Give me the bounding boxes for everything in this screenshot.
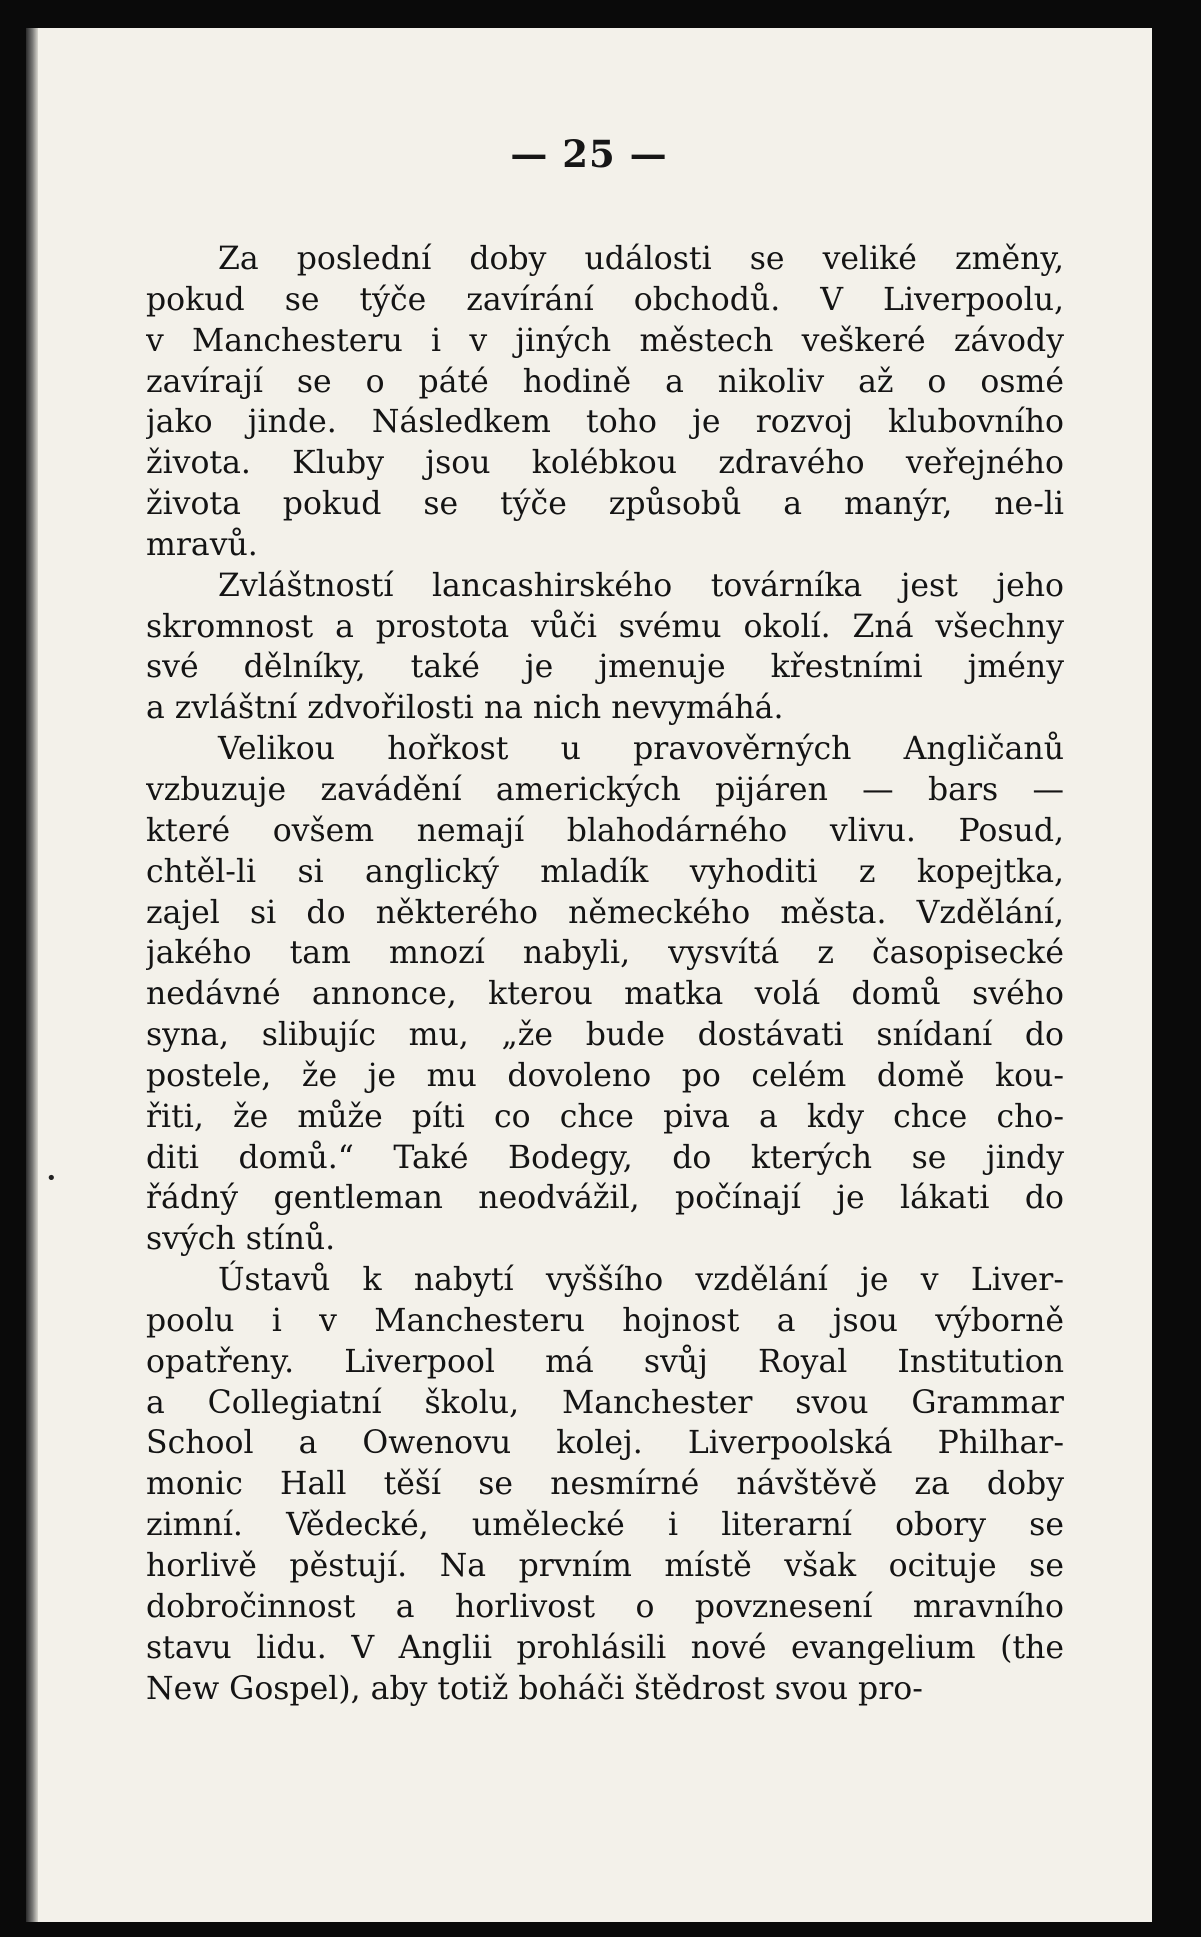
text-line: opatřeny. Liverpool má svůj Royal Institution (146, 1343, 1064, 1380)
text-line: zimní. Vědecké, umělecké i literarní obory se (146, 1507, 1064, 1544)
text-line: nedávné annonce, kterou matka volá domů svého (146, 976, 1064, 1013)
text-line: stavu lidu. V Anglii prohlásili nové evangelium (the (146, 1629, 1064, 1666)
text-line: svých stínů. (146, 1221, 336, 1258)
text-line: zajel si do některého německého města. Vzdělání, (146, 894, 1064, 931)
text-line: řiti, že může píti co chce piva a kdy chce cho- (146, 1098, 1064, 1135)
text-line: New Gospel), aby totiž boháči štědrost svou pro- (146, 1670, 923, 1707)
text-line: pokud se týče zavírání obchodů. V Liverpoolu, (146, 281, 1064, 318)
text-line: v Manchesteru i v jiných městech veškeré závody (146, 322, 1064, 359)
text-line: své dělníky, také je jmenuje křestními jmény (146, 649, 1064, 686)
text-line: syna, slibujíc mu, „že bude dostávati snídaní do (146, 1017, 1064, 1054)
text-line: jakého tam mnozí nabyli, vysvítá z časopisecké (146, 935, 1064, 972)
text-line: a zvláštní zdvořilosti na nich nevymáhá. (146, 690, 784, 727)
page-number: — 25 — (510, 132, 668, 176)
text-line: horlivě pěstují. Na prvním místě však ocituje se (146, 1548, 1064, 1584)
text-line: Ústavů k nabytí vyššího vzdělání je v Liver- (218, 1262, 1064, 1299)
scan-speck: • (46, 1168, 57, 1189)
text-line: dobročinnost a horlivost o povznesení mravního (146, 1588, 1064, 1625)
text-line: řádný gentleman neodvážil, počínají je lákati do (146, 1180, 1064, 1217)
text-line: monic Hall těší se nesmírné návštěvě za doby (146, 1466, 1064, 1503)
text-line: postele, že je mu dovoleno po celém domě kou- (146, 1057, 1064, 1094)
book-page (26, 28, 1152, 1922)
text-line: vzbuzuje zavádění amerických pijáren — bars — (146, 771, 1064, 808)
text-line: života. Kluby jsou kolébkou zdravého veřejného (146, 445, 1064, 482)
text-line: Za poslední doby události se veliké změny, (218, 241, 1064, 277)
body-text (146, 239, 1064, 1709)
text-line: chtěl-li si anglický mladík vyhoditi z kopejtka, (146, 853, 1064, 890)
text-line: života pokud se týče způsobů a manýr, ne-li (146, 486, 1064, 523)
text-line: Velikou hořkost u pravověrných Angličanů (218, 731, 1064, 768)
text-line: diti domů.“ Také Bodegy, do kterých se jindy (146, 1139, 1064, 1176)
text-line: které ovšem nemají blahodárného vlivu. Posud, (146, 812, 1064, 849)
text-line: mravů. (146, 526, 258, 563)
text-line: zavírají se o páté hodině a nikoliv až o osmé (146, 363, 1064, 400)
text-line: skromnost a prostota vůči svému okolí. Zná všechny (146, 608, 1064, 645)
text-line: poolu i v Manchesteru hojnost a jsou výborně (146, 1302, 1064, 1339)
page-gutter-edge (26, 28, 38, 1922)
text-line: School a Owenovu kolej. Liverpoolská Philhar- (146, 1425, 1064, 1462)
text-line: jako jinde. Následkem toho je rozvoj klubovního (146, 404, 1064, 441)
text-line: Zvláštností lancashirského továrníka jest jeho (218, 567, 1064, 604)
text-line: a Collegiatní školu, Manchester svou Grammar (146, 1384, 1064, 1421)
